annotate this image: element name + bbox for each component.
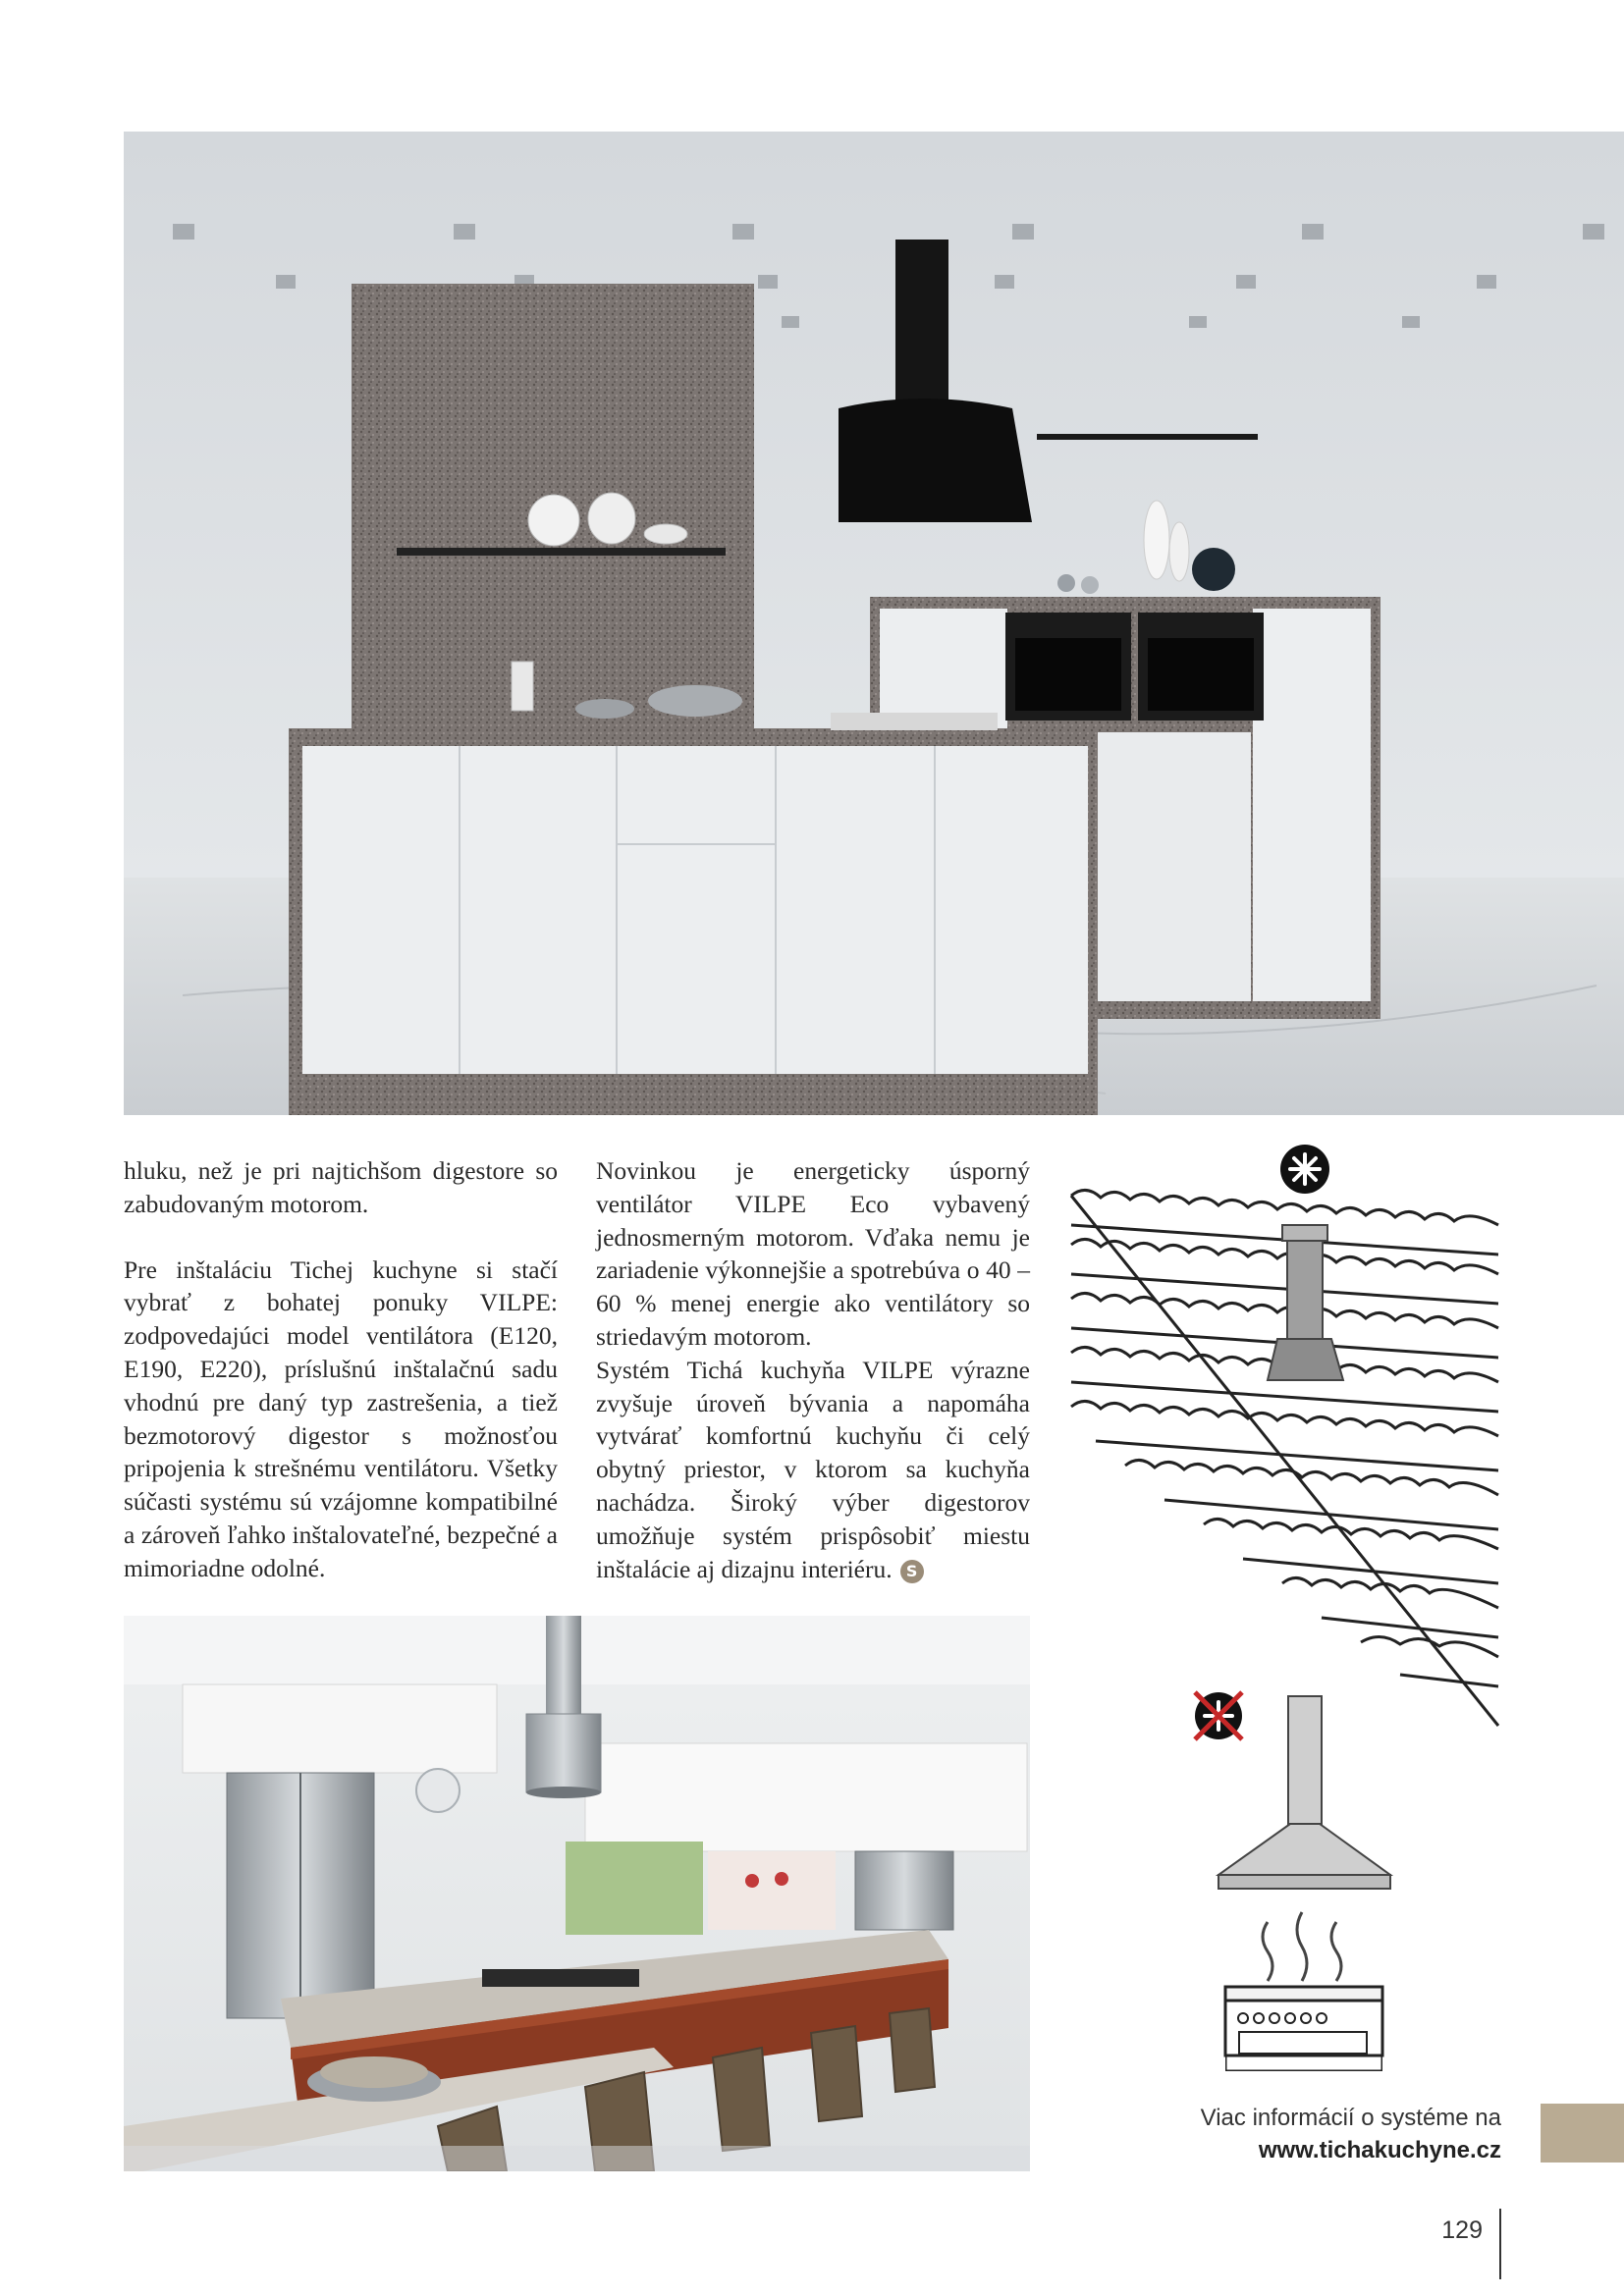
page-number: 129 bbox=[1441, 2216, 1483, 2244]
info-block bbox=[1109, 2102, 1501, 2166]
stove-diagram-lower bbox=[1225, 2056, 1382, 2071]
end-mark-icon: S bbox=[900, 1560, 924, 1583]
paragraph: Systém Tichá kuchyňa VILPE výrazne zvyšuje úroveň bývania a napomáha vytvárať komfortnú kuchyňu či celý obytný priestor, v ktorom sa kuchyňa nachádza. Široký výber digestorov umožňuje systém prispôsobiť miestu inštalácie aj dizajnu interiéru. bbox=[596, 1355, 1030, 1583]
section-tab bbox=[1541, 2104, 1624, 2163]
info-text: Viac informácií o systéme na bbox=[1200, 2105, 1501, 2131]
page-number-rule bbox=[1499, 2209, 1501, 2279]
paragraph: Pre inštaláciu Tichej kuchyne si stačí vybrať z bohatej ponuky VILPE: zodpovedajúci model ventilátora (E120, E190, E220), príslušnú inštalačnú sadu vhodnú pre daný typ zastrešenia, a tiež bezmotorový digestor s možnosťou pripojenia k strešnému ventilátoru. Všetky súčasti systému sú vzájomne kompatibilné a zároveň ľahko inštalovateľné, bezpečné a mimoriadne odolné. bbox=[124, 1255, 558, 1582]
paragraph: hluku, než je pri najtichšom digestore so zabudovaným motorom. bbox=[124, 1156, 558, 1218]
column-right bbox=[596, 1154, 1030, 1585]
kitchen-interior-photo bbox=[124, 1616, 1030, 2171]
paragraph: Novinkou je energeticky úsporný ventilátor VILPE Eco vybavený jednosmerným motorom. Vďaka nemu je zariadenie výkonnejšie a spotrebúva o 40 – 60 % menej energie ako ventilátory so striedavým motorom. bbox=[596, 1156, 1030, 1351]
website-link[interactable]: www.tichakuchyne.cz bbox=[1258, 2137, 1501, 2163]
column-left bbox=[124, 1154, 558, 1585]
kitchen-island-photo bbox=[124, 132, 1624, 1115]
roof-ventilation-diagram bbox=[1066, 1137, 1508, 2059]
